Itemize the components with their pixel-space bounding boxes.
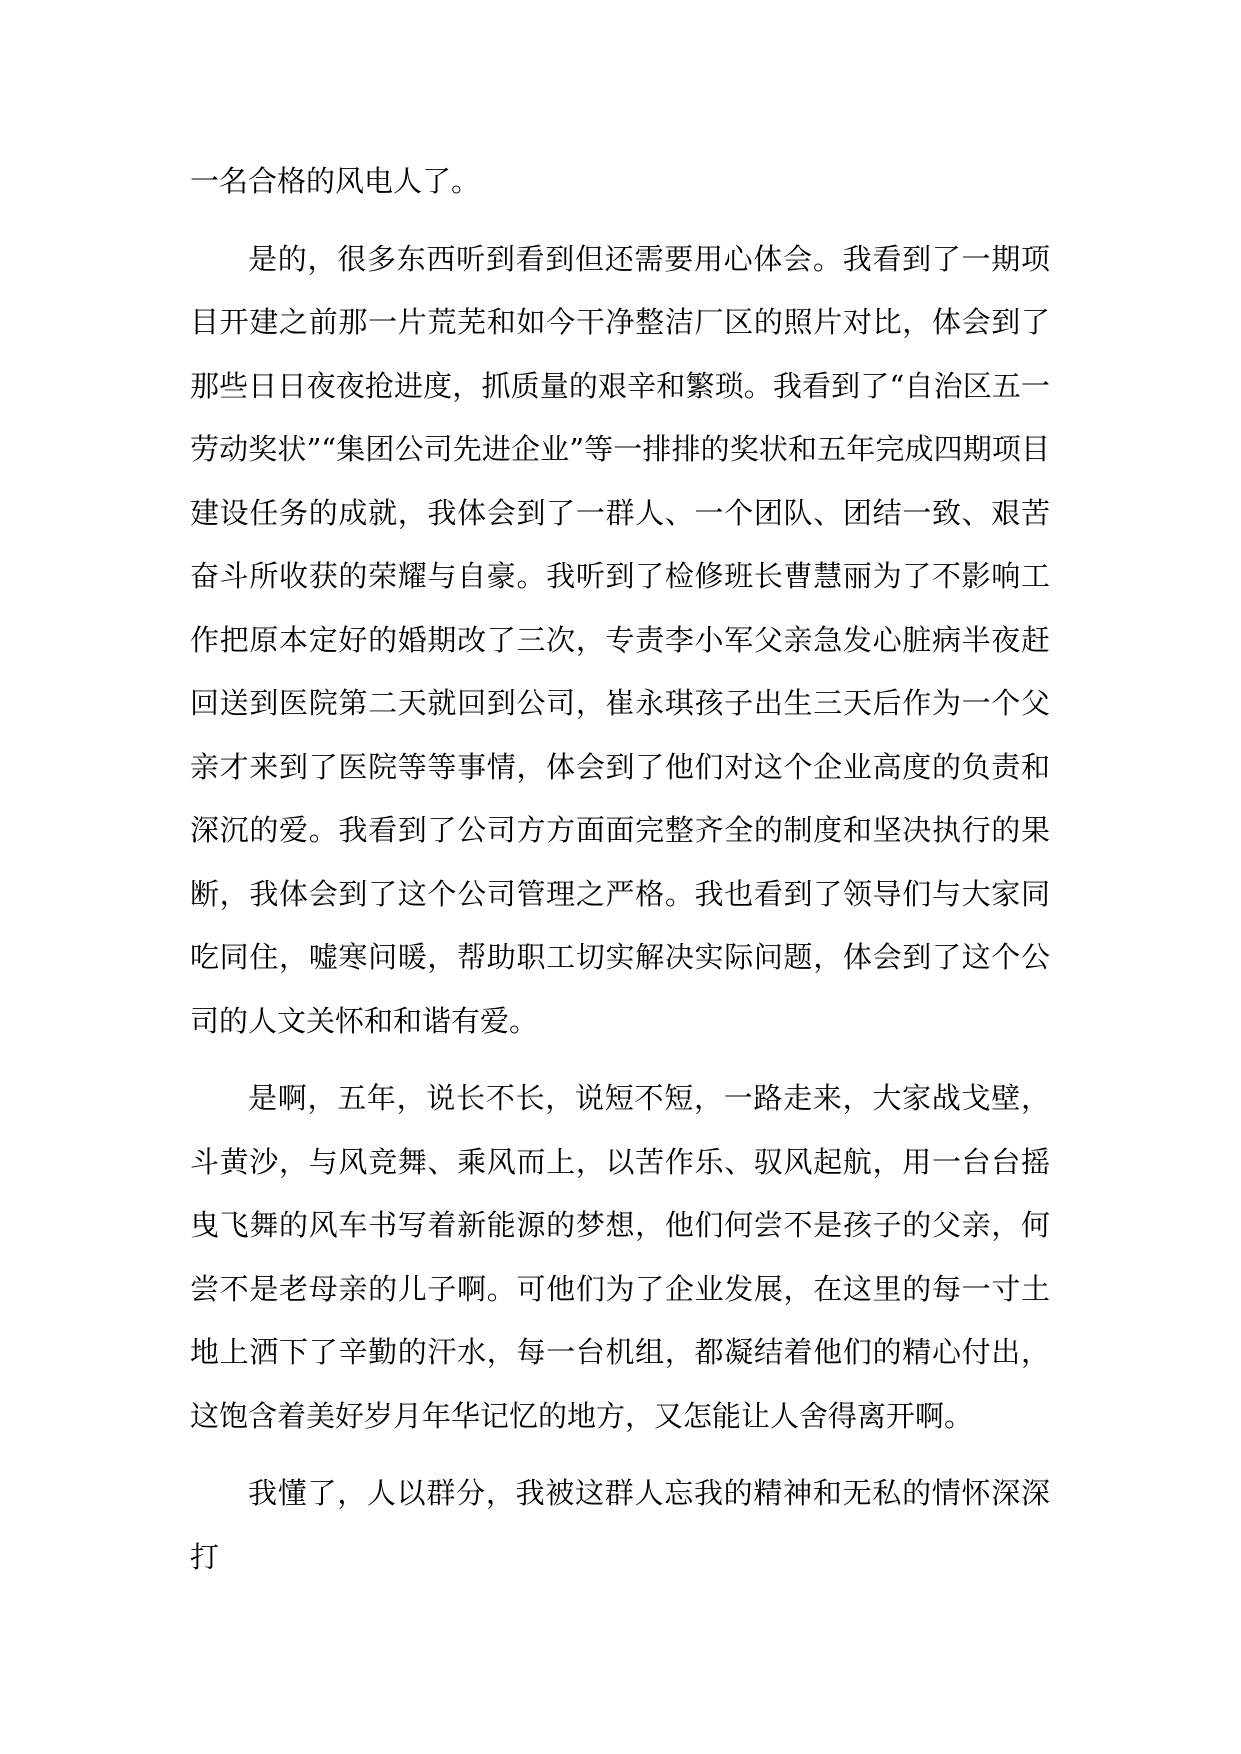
paragraph-spacer xyxy=(190,1053,1050,1067)
paragraph-experience: 是的，很多东西听到看到但还需要用心体会。我看到了一期项目开建之前那一片荒芜和如今干净整洁厂区的照片对比，体会到了那些日日夜夜抢进度，抓质量的艰辛和繁琐。我看到了“自治区五一劳动奖状”“集团公司先进企业”等一排排的奖状和五年完成四期项目建设任务的成就，我体会到了一群人、一个团队、团结一致、艰苦奋斗所收获的荣耀与自豪。我听到了检修班长曹慧丽为了不影响工作把原本定好的婚期改了三次，专责李小军父亲急发心脏病半夜赶回送到医院第二天就回到公司，崔永琪孩子出生三天后作为一个父亲才来到了医院等等事情，体会到了他们对这个企业高度的负责和深沉的爱。我看到了公司方方面面完整齐全的制度和坚决执行的果断，我体会到了这个公司管理之严格。我也看到了领导们与大家同吃同住，嘘寒问暖，帮助职工切实解决实际问题，体会到了这个公司的人文关怀和和谐有爱。 xyxy=(190,241,1050,1038)
document-body xyxy=(190,150,1050,1589)
paragraph-understanding: 我懂了，人以群分，我被这群人忘我的精神和无私的情怀深深打 xyxy=(190,1476,1050,1574)
paragraph-five-years: 是啊，五年，说长不长，说短不短，一路走来，大家战戈壁，斗黄沙，与风竞舞、乘风而上，以苦作乐、驭风起航，用一台台摇曳飞舞的风车书写着新能源的梦想，他们何尝不是孩子的父亲，何尝不是老母亲的儿子啊。可他们为了企业发展，在这里的每一寸土地上洒下了辛勤的汗水，每一台机组，都凝结着他们的精心付出，这饱含着美好岁月年华记忆的地方，又怎能让人舍得离开啊。 xyxy=(190,1081,1050,1433)
paragraph-continuation: 一名合格的风电人了。 xyxy=(190,164,481,198)
paragraph-spacer xyxy=(190,1448,1050,1462)
paragraph-spacer xyxy=(190,214,1050,228)
